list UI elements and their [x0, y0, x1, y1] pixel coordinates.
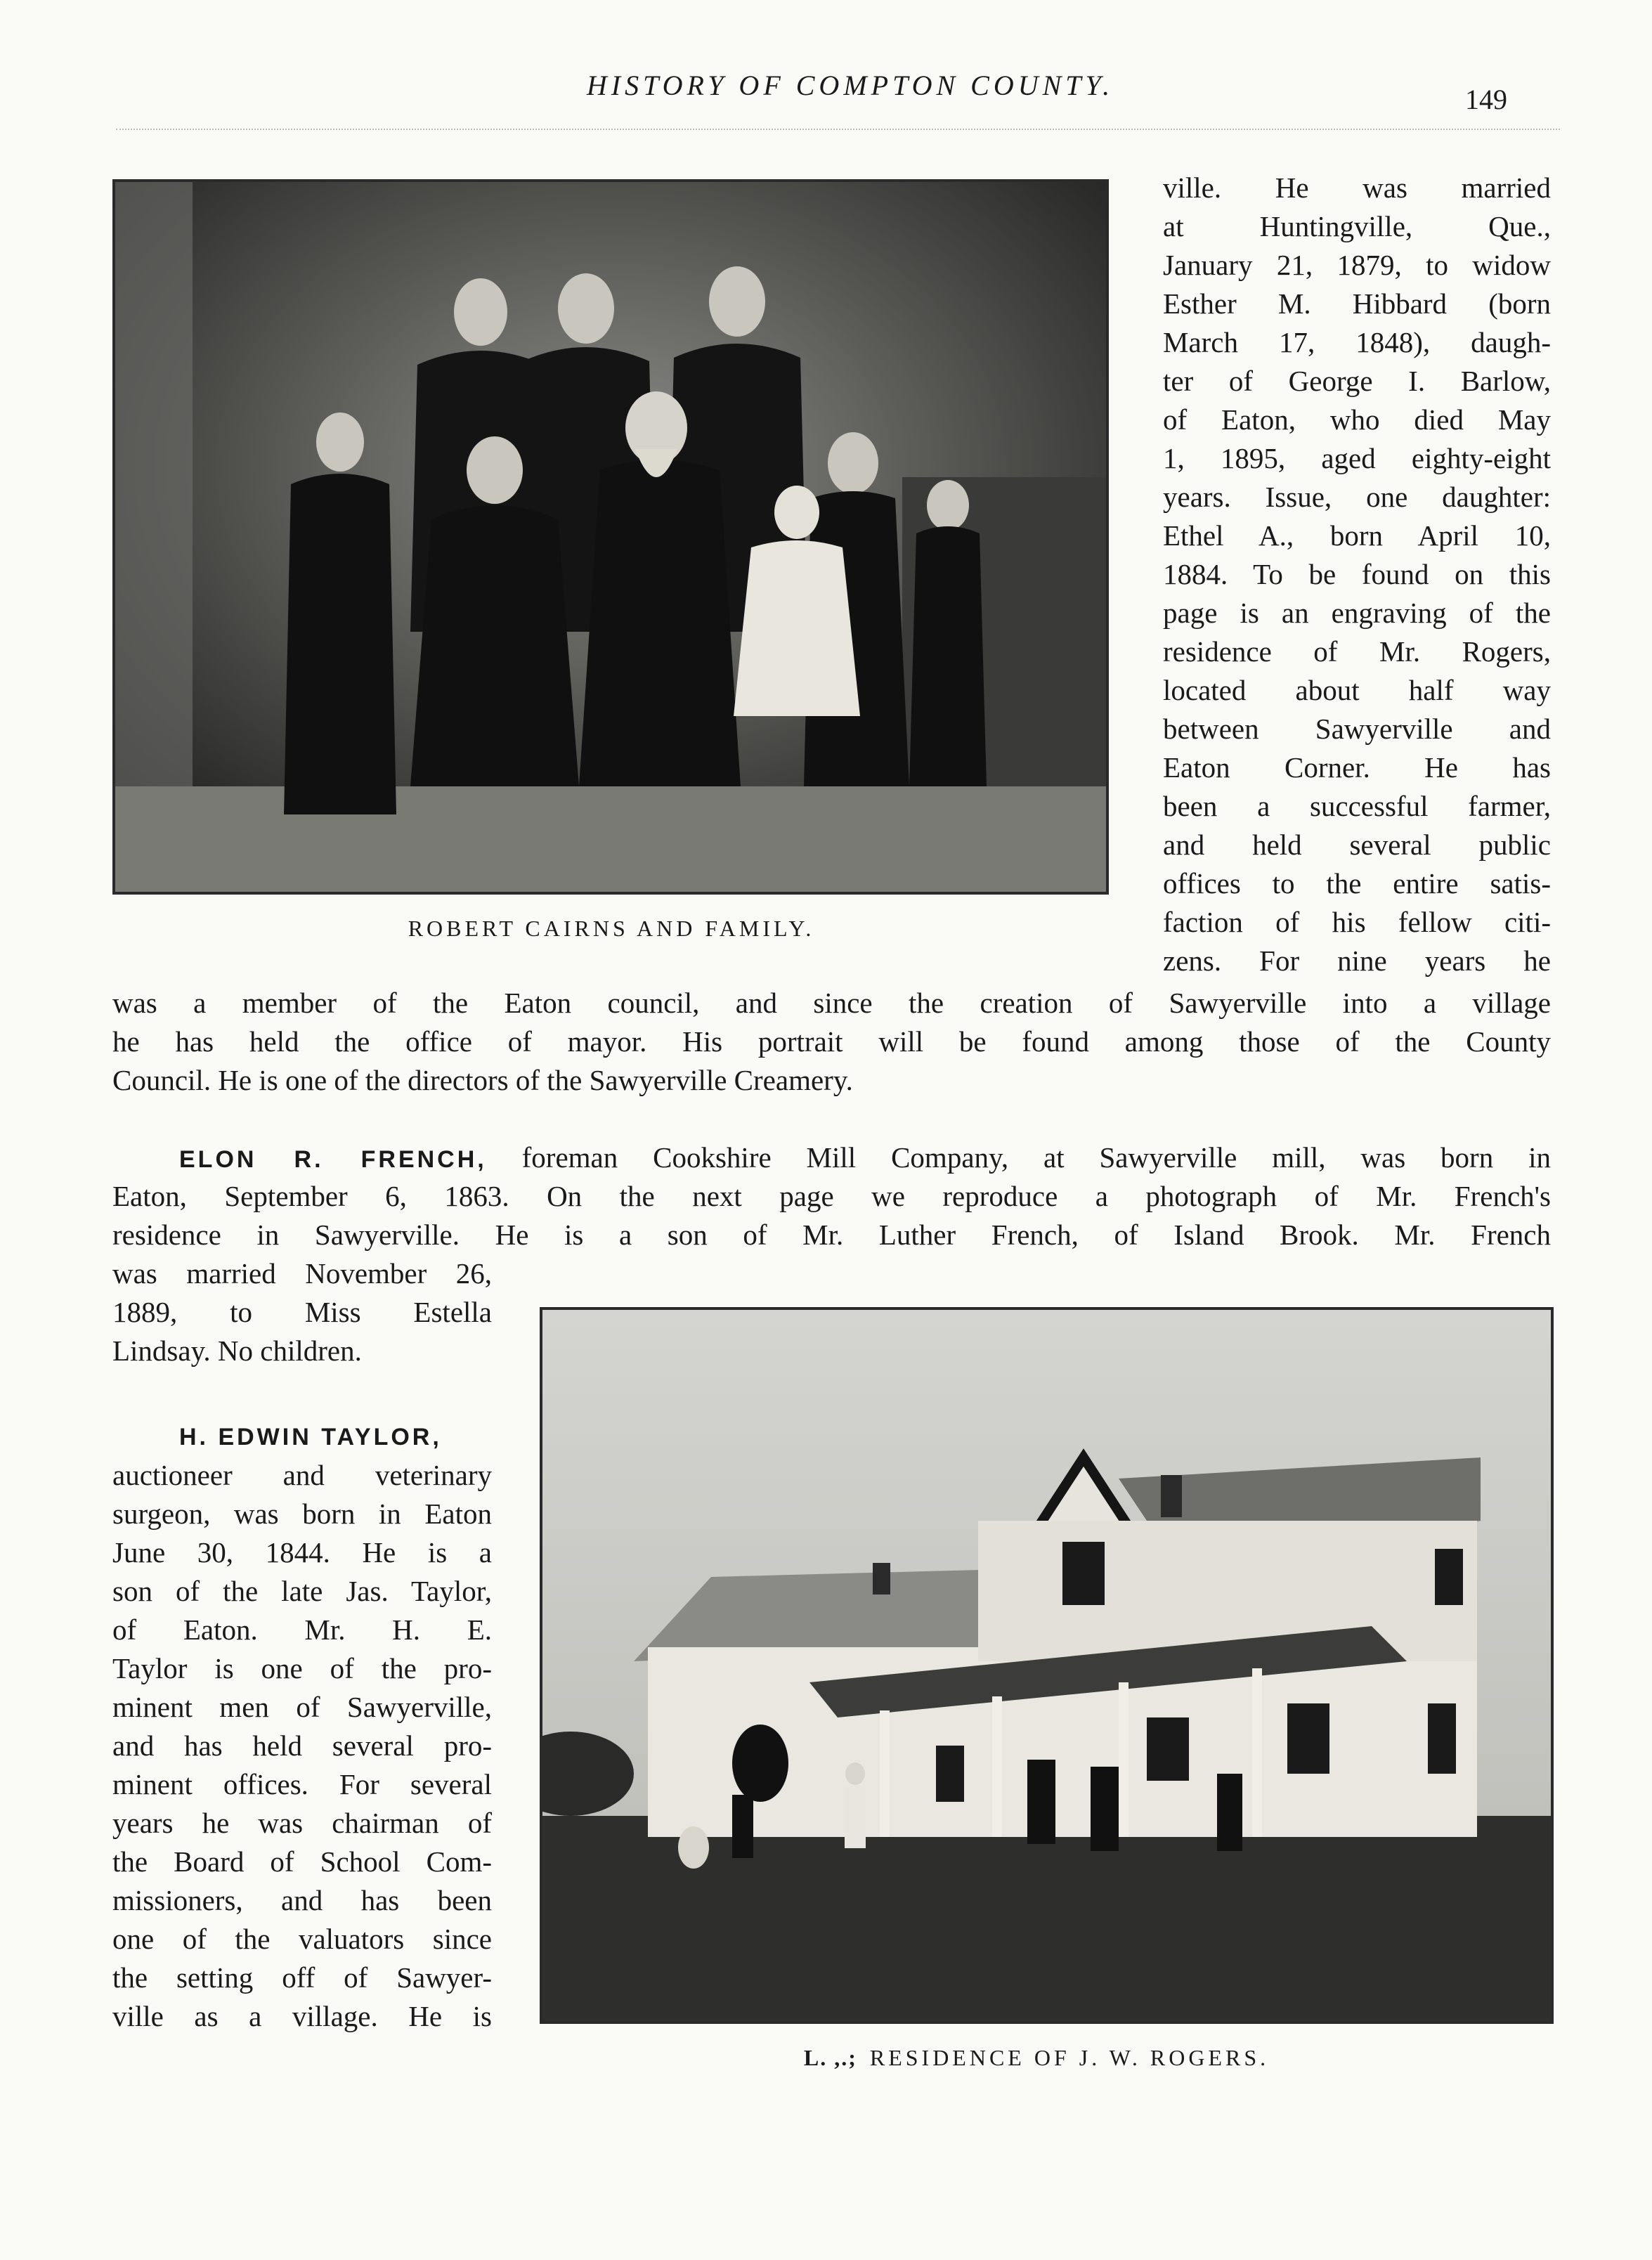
- page-number: 149: [1465, 84, 1507, 115]
- text-line: Eaton, September 6, 1863. On the next page we reproduce a photograph of Mr. French's: [112, 1180, 1551, 1212]
- text-line: [179, 1416, 492, 1457]
- text-line: Lindsay. No children.: [112, 1334, 362, 1367]
- text-line: faction of his fellow citi-: [1163, 906, 1551, 938]
- text-line: [179, 1138, 1551, 1179]
- text-line: years. Issue, one daughter:: [1163, 481, 1551, 513]
- residence-photo-illustration: [542, 1310, 1551, 2021]
- family-photo-illustration: [115, 182, 1106, 892]
- text-line: the Board of School Com-: [112, 1845, 492, 1878]
- text-line: ville as a village. He is: [112, 2000, 492, 2032]
- text-line: between Sawyerville and: [1163, 713, 1551, 745]
- text-line: was a member of the Eaton council, and since the creation of Sawyerville into a village: [112, 987, 1551, 1019]
- text-line: zens. For nine years he: [1163, 944, 1551, 977]
- text-line: minent men of Sawyerville,: [112, 1691, 492, 1723]
- text-line: son of the late Jas. Taylor,: [112, 1575, 492, 1607]
- text-line: ville. He was married: [1163, 171, 1551, 204]
- text-line: the setting off of Sawyer-: [112, 1961, 492, 1994]
- text-line: minent offices. For several: [112, 1768, 492, 1800]
- text-line: 1889, to Miss Estella: [112, 1296, 492, 1328]
- text-line: was married November 26,: [112, 1257, 492, 1290]
- text-line: residence of Mr. Rogers,: [1163, 635, 1551, 668]
- caption-text: RESIDENCE OF J. W. ROGERS.: [869, 2045, 1270, 2070]
- text-line: 1884. To be found on this: [1163, 558, 1551, 590]
- text-line: of Eaton. Mr. H. E.: [112, 1613, 492, 1646]
- text-line: at Huntingville, Que.,: [1163, 210, 1551, 242]
- text-line: Council. He is one of the directors of the Sawyerville Creamery.: [112, 1064, 853, 1096]
- person-name: H. EDWIN TAYLOR,: [179, 1424, 442, 1450]
- text-line: Eaton Corner. He has: [1163, 751, 1551, 784]
- family-photo: [112, 179, 1109, 895]
- text-line: residence in Sawyerville. He is a son of Mr. Luther French, of Island Brook. Mr. French: [112, 1219, 1551, 1251]
- text-line: he has held the office of mayor. His portrait will be found among those of the County: [112, 1025, 1551, 1058]
- text-line: and has held several pro-: [112, 1729, 492, 1762]
- person-name: ELON R. FRENCH,: [179, 1146, 487, 1173]
- family-photo-caption: ROBERT CAIRNS AND FAMILY.: [408, 916, 815, 941]
- text-line: one of the valuators since: [112, 1923, 492, 1955]
- text-line: missioners, and has been: [112, 1884, 492, 1916]
- text-line: Ethel A., born April 10,: [1163, 519, 1551, 552]
- text-line: Taylor is one of the pro-: [112, 1652, 492, 1684]
- text-line: 1, 1895, aged eighty-eight: [1163, 442, 1551, 474]
- text-line: surgeon, was born in Eaton: [112, 1498, 492, 1530]
- text-line: auctioneer and veterinary: [112, 1459, 492, 1491]
- text-line: of Eaton, who died May: [1163, 403, 1551, 436]
- header-rule: [116, 129, 1560, 130]
- text-line: years he was chairman of: [112, 1807, 492, 1839]
- caption-marks: L. ,.;: [803, 2045, 857, 2070]
- residence-photo: [540, 1307, 1554, 2024]
- text-line: and held several public: [1163, 829, 1551, 861]
- text-line: page is an engraving of the: [1163, 597, 1551, 629]
- text-line: offices to the entire satis-: [1163, 867, 1551, 900]
- text-line: located about half way: [1163, 674, 1551, 706]
- text-line: been a successful farmer,: [1163, 790, 1551, 822]
- residence-photo-caption: [755, 2045, 1318, 2071]
- text-line: June 30, 1844. He is a: [112, 1536, 492, 1569]
- text-run: foreman Cookshire Mill Company, at Sawyerville mill, was born in: [521, 1141, 1551, 1174]
- text-line: ter of George I. Barlow,: [1163, 365, 1551, 397]
- text-line: January 21, 1879, to widow: [1163, 249, 1551, 281]
- text-line: Esther M. Hibbard (born: [1163, 287, 1551, 320]
- running-head: HISTORY OF COMPTON COUNTY.: [586, 70, 1114, 101]
- text-line: March 17, 1848), daugh-: [1163, 326, 1551, 358]
